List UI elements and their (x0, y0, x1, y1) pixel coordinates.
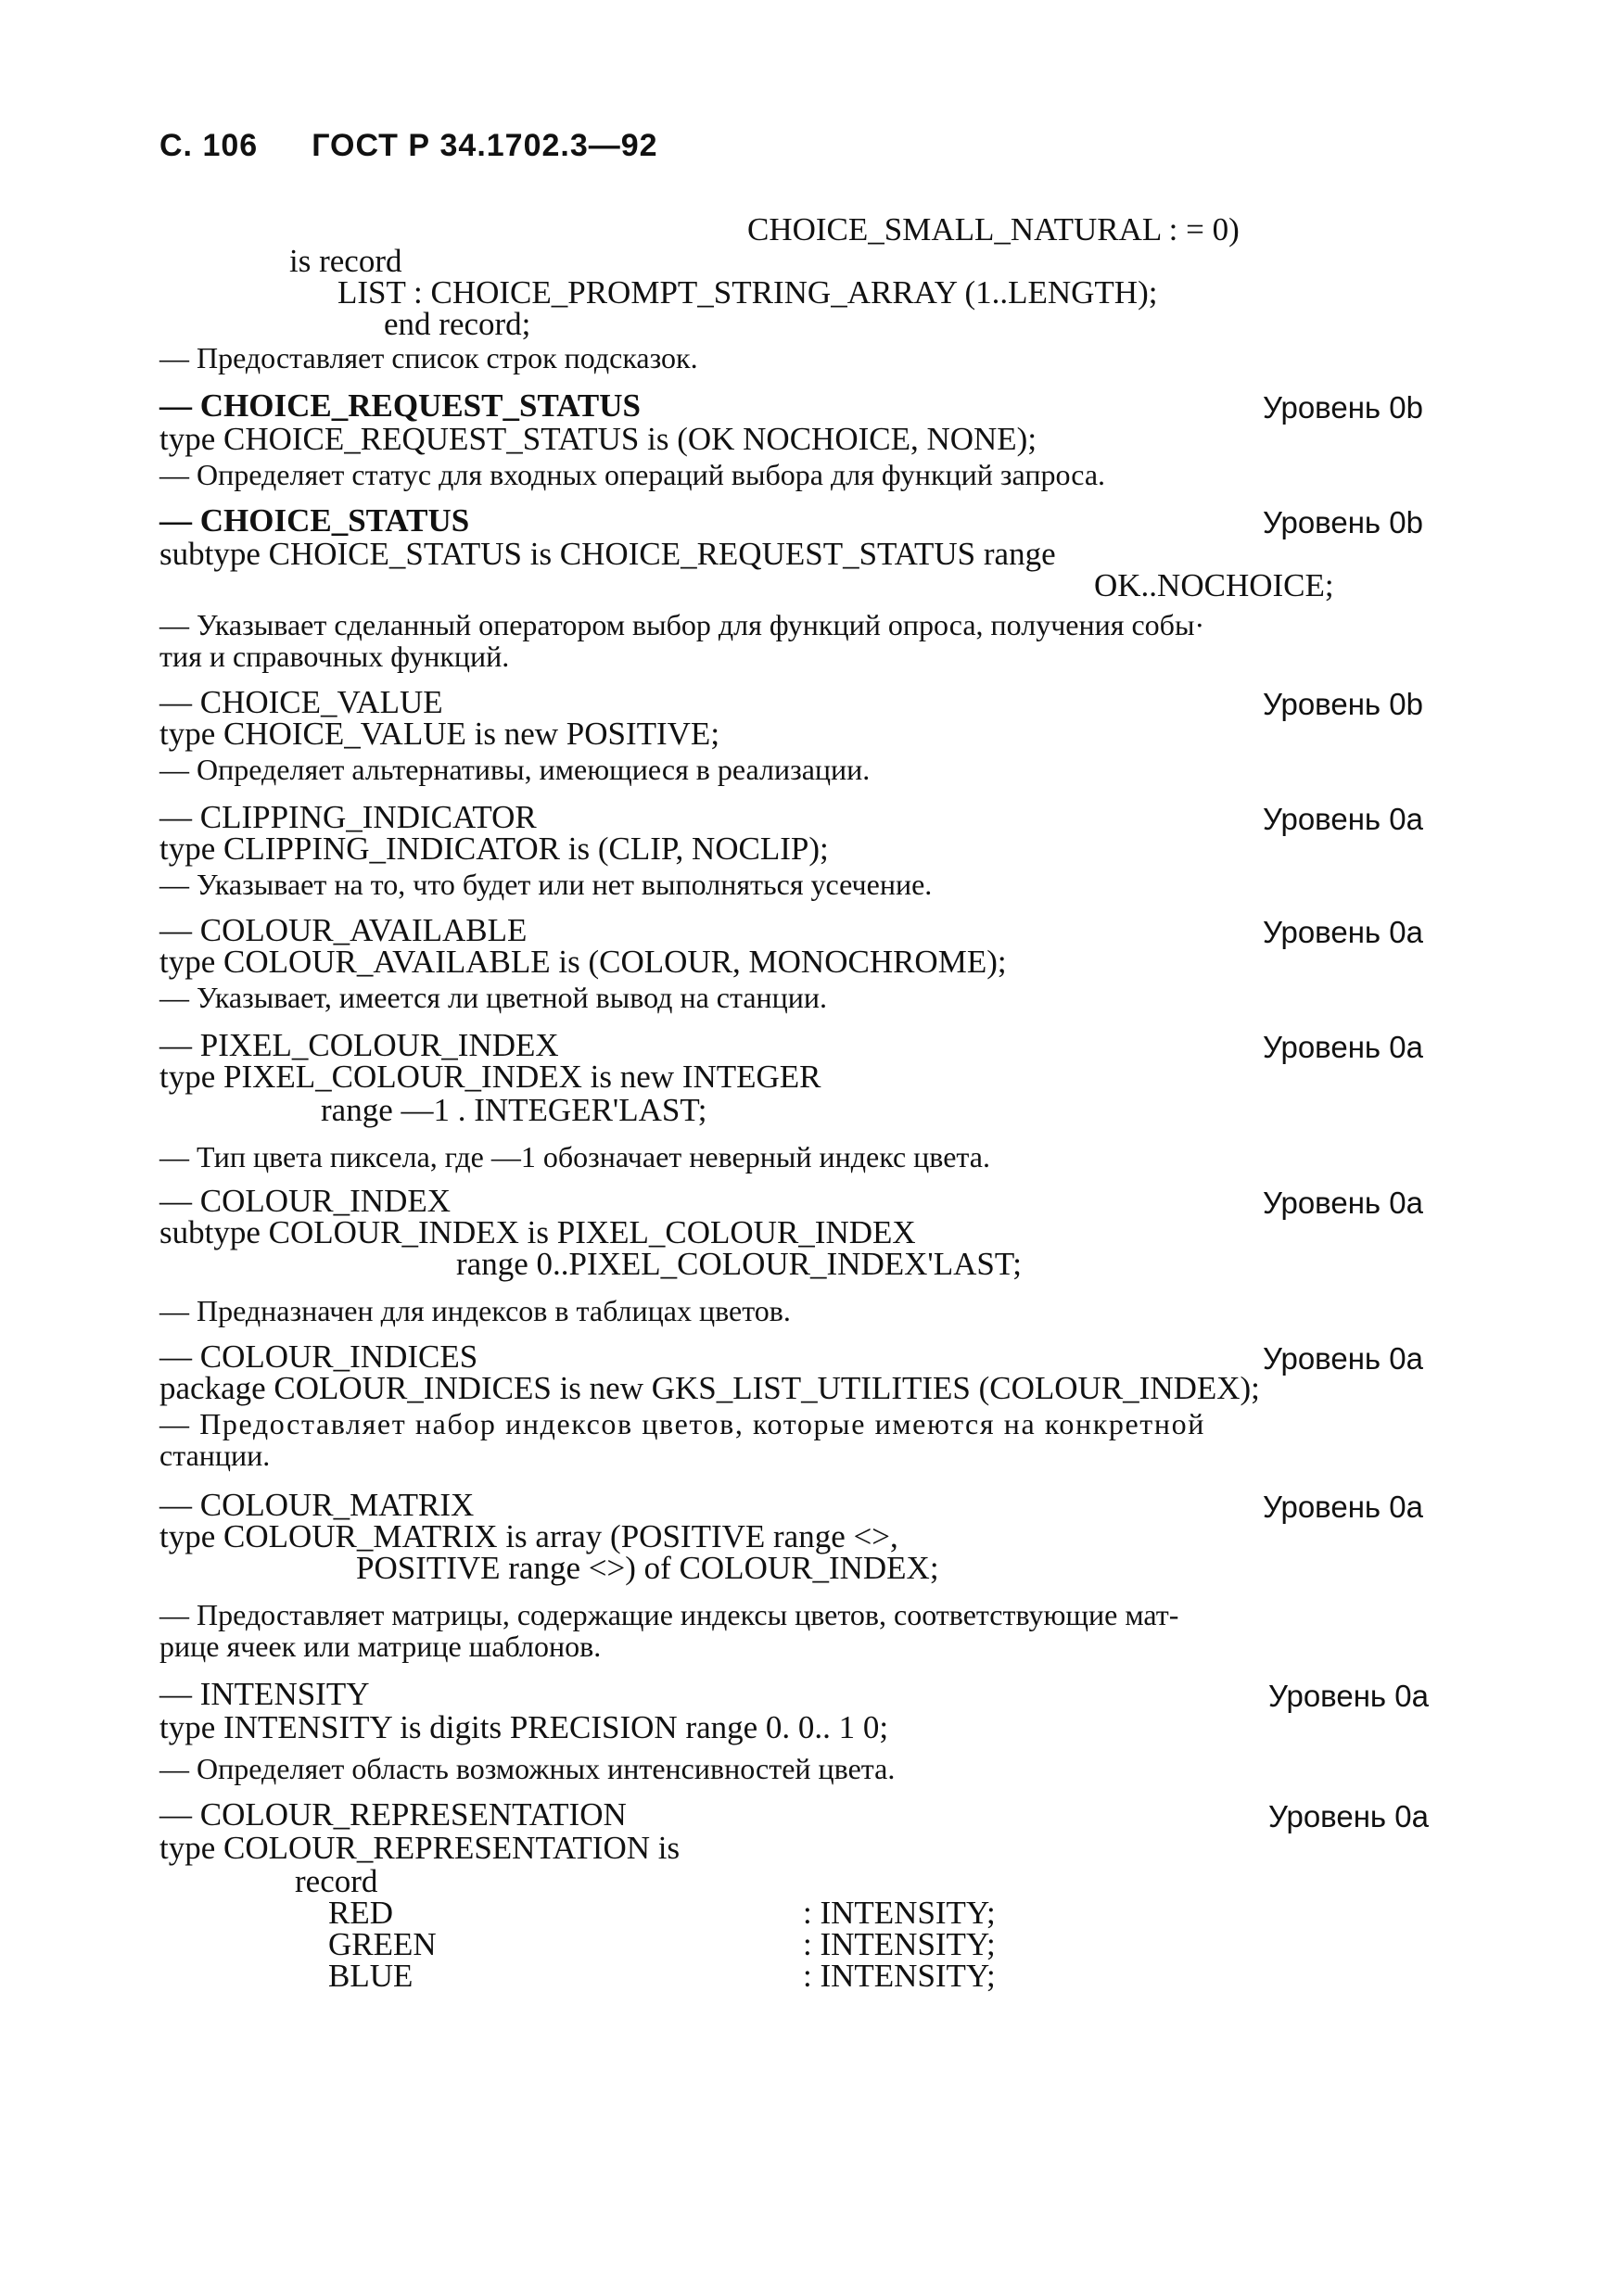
level-label: Уровень 0a (1263, 1490, 1423, 1524)
comment-line: — Определяет область возможных интенсивностей цвета. (159, 1752, 896, 1785)
comment-line: — Определяет статус для входных операций выбора для функций запроса. (159, 458, 1106, 491)
comment-line: — Предоставляет набор индексов цветов, которые имеются на конкретной (159, 1407, 1205, 1440)
entry-title: — COLOUR_INDICES (159, 1338, 478, 1375)
record-field-type: : INTENSITY; (803, 1958, 996, 1994)
comment-line: рице ячеек или матрице шаблонов. (159, 1630, 602, 1663)
level-label: Уровень 0a (1263, 1186, 1423, 1220)
code-line: type COLOUR_MATRIX is array (POSITIVE range <>, (159, 1518, 898, 1554)
comment-line: — Указывает на то, что будет или нет выполняться усечение. (159, 868, 933, 901)
code-line: type COLOUR_REPRESENTATION is (159, 1830, 681, 1866)
code-line: LIST : CHOICE_PROMPT_STRING_ARRAY (1..LENGTH); (337, 274, 1158, 311)
code-line: type CHOICE_VALUE is new POSITIVE; (159, 716, 720, 752)
entry-title: — CHOICE_STATUS (159, 502, 470, 539)
code-line: type CLIPPING_INDICATOR is (CLIP, NOCLIP); (159, 831, 829, 867)
level-label: Уровень 0b (1263, 505, 1423, 539)
comment-line: — Определяет альтернативы, имеющиеся в реализации. (159, 753, 871, 786)
entry-title: — COLOUR_INDEX (159, 1183, 452, 1219)
record-field-name: GREEN (328, 1926, 437, 1962)
level-label: Уровень 0a (1268, 1679, 1429, 1713)
page-number: С. 106 (159, 128, 259, 163)
comment-line: — Указывает сделанный оператором выбор для функций опроса, получения собы· (159, 608, 1205, 641)
code-line: is record (289, 243, 402, 279)
page-header (159, 128, 658, 164)
record-field-name: BLUE (328, 1958, 414, 1994)
code-line: type PIXEL_COLOUR_INDEX is new INTEGER (159, 1059, 821, 1095)
comment-line: — Предназначен для индексов в таблицах цветов. (159, 1294, 791, 1327)
record-field-type: : INTENSITY; (803, 1895, 996, 1931)
code-line: type CHOICE_REQUEST_STATUS is (OK NOCHOICE, NONE); (159, 421, 1037, 457)
level-label: Уровень 0a (1263, 1030, 1423, 1064)
code-line: range —1 . INTEGER'LAST; (321, 1092, 707, 1128)
entry-title: — COLOUR_REPRESENTATION (159, 1796, 627, 1833)
record-field-name: RED (328, 1895, 393, 1931)
code-line: record (295, 1863, 378, 1899)
comment-line: станции. (159, 1439, 271, 1472)
entry-title: — PIXEL_COLOUR_INDEX (159, 1027, 559, 1063)
level-label: Уровень 0a (1263, 1341, 1423, 1376)
code-line: subtype CHOICE_STATUS is CHOICE_REQUEST_STATUS range (159, 536, 1056, 572)
standard-designation: ГОСТ Р 34.1702.3—92 (312, 128, 658, 163)
entry-title: — COLOUR_MATRIX (159, 1487, 475, 1523)
comment-line: — Предоставляет список строк подсказок. (159, 341, 698, 374)
code-line: OK..NOCHOICE; (1094, 567, 1334, 603)
entry-title: — CHOICE_REQUEST_STATUS (159, 387, 641, 424)
comment-line: — Указывает, имеется ли цветной вывод на станции. (159, 981, 828, 1014)
code-line: subtype COLOUR_INDEX is PIXEL_COLOUR_INDEX (159, 1214, 916, 1250)
code-line: end record; (384, 306, 531, 342)
entry-title: — CHOICE_VALUE (159, 684, 443, 720)
code-line: package COLOUR_INDICES is new GKS_LIST_UTILITIES (COLOUR_INDEX); (159, 1370, 1260, 1406)
level-label: Уровень 0b (1263, 687, 1423, 721)
comment-line: — Предоставляет матрицы, содержащие индексы цветов, соответствующие мат- (159, 1598, 1179, 1631)
record-field-type: : INTENSITY; (803, 1926, 996, 1962)
level-label: Уровень 0a (1263, 915, 1423, 949)
entry-title: — INTENSITY (159, 1676, 370, 1712)
code-line: type INTENSITY is digits PRECISION range 0. 0.. 1 0; (159, 1709, 889, 1745)
comment-line: тия и справочных функций. (159, 640, 510, 673)
code-line: type COLOUR_AVAILABLE is (COLOUR, MONOCHROME); (159, 944, 1007, 980)
code-line: CHOICE_SMALL_NATURAL : = 0) (747, 211, 1240, 247)
comment-line: — Тип цвета пиксела, где —1 обозначает неверный индекс цвета. (159, 1140, 990, 1173)
code-line: POSITIVE range <>) of COLOUR_INDEX; (356, 1550, 939, 1586)
code-line: range 0..PIXEL_COLOUR_INDEX'LAST; (456, 1246, 1022, 1282)
level-label: Уровень 0a (1268, 1799, 1429, 1833)
level-label: Уровень 0a (1263, 802, 1423, 836)
level-label: Уровень 0b (1263, 390, 1423, 425)
entry-title: — COLOUR_AVAILABLE (159, 912, 528, 948)
entry-title: — CLIPPING_INDICATOR (159, 799, 537, 835)
